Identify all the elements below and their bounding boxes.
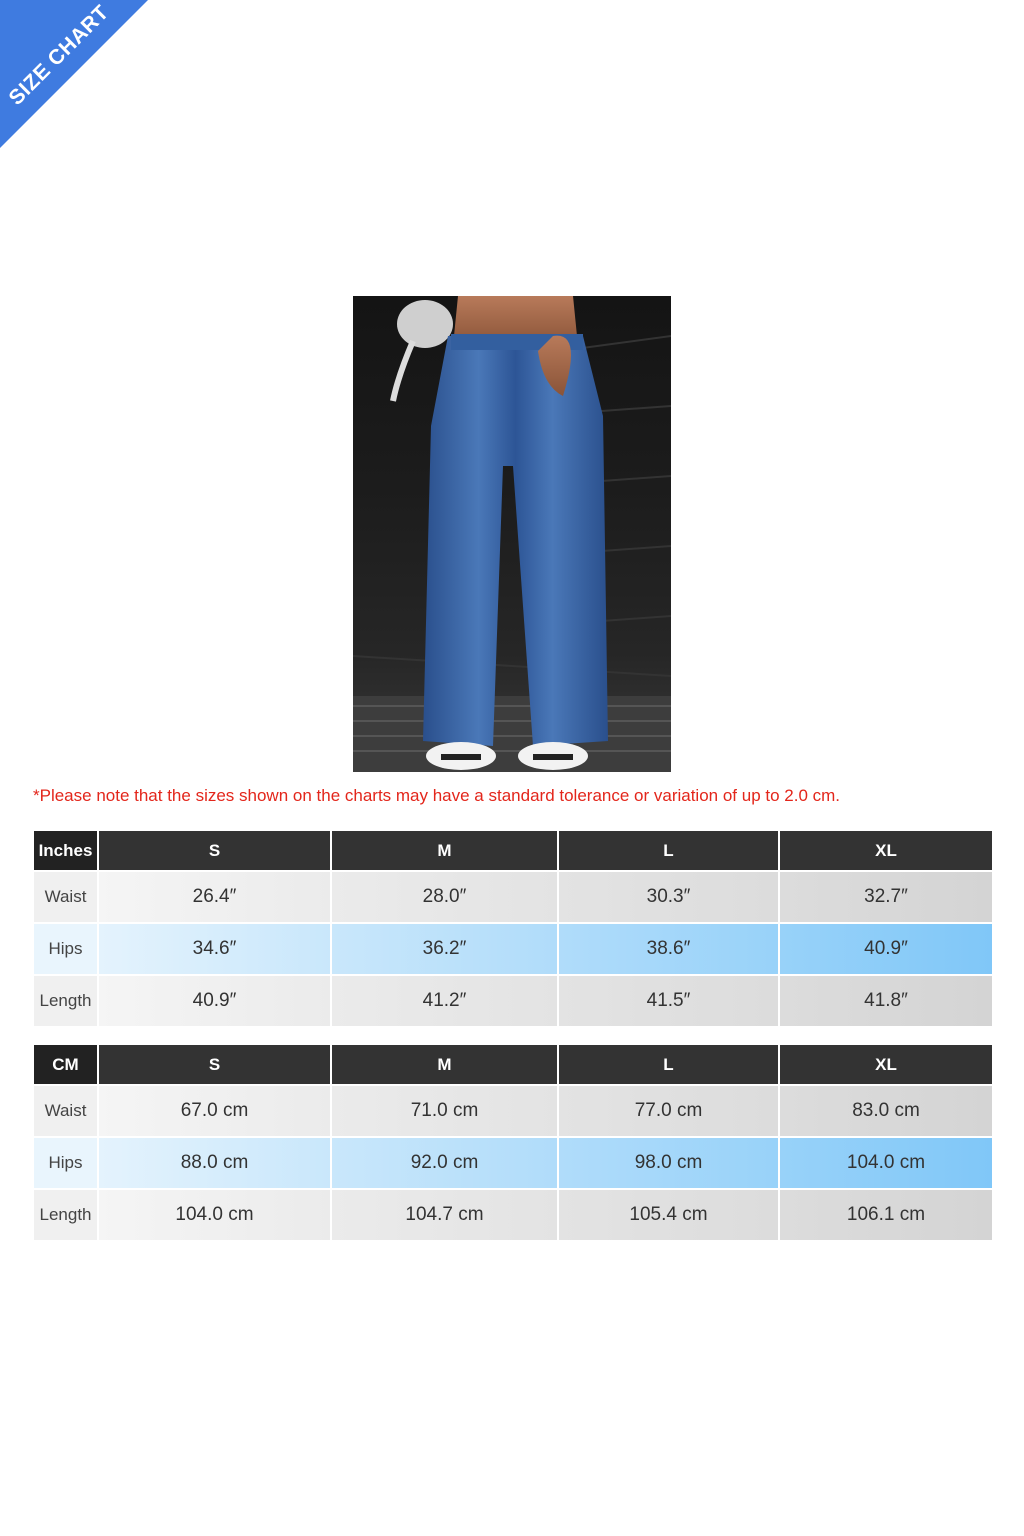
- table-cell: 38.6″: [559, 924, 778, 974]
- table-cell: 88.0 cm: [99, 1138, 330, 1188]
- size-table-inches: [32, 829, 994, 1028]
- jeans-illustration: [353, 296, 671, 772]
- table-row-hips: [34, 1138, 992, 1188]
- table-cell: 41.2″: [332, 976, 557, 1026]
- table-cell: 30.3″: [559, 872, 778, 922]
- table-header-row: [34, 831, 992, 870]
- table-cell: 105.4 cm: [559, 1190, 778, 1240]
- table-cell: 83.0 cm: [780, 1086, 992, 1136]
- table-cell: 104.7 cm: [332, 1190, 557, 1240]
- table-unit-label: Inches: [34, 831, 97, 870]
- table-cell: 106.1 cm: [780, 1190, 992, 1240]
- row-label: Waist: [34, 1086, 97, 1136]
- table-cell: 40.9″: [99, 976, 330, 1026]
- size-chart-badge: [0, 0, 150, 150]
- product-photo-jeans: [353, 296, 671, 772]
- table-cell: 67.0 cm: [99, 1086, 330, 1136]
- table-cell: 98.0 cm: [559, 1138, 778, 1188]
- size-header-xl: XL: [780, 831, 992, 870]
- table-cell: 34.6″: [99, 924, 330, 974]
- table-cell: 104.0 cm: [780, 1138, 992, 1188]
- row-label: Length: [34, 1190, 97, 1240]
- row-label: Length: [34, 976, 97, 1026]
- table-cell: 104.0 cm: [99, 1190, 330, 1240]
- size-header-s: S: [99, 831, 330, 870]
- row-label: Hips: [34, 924, 97, 974]
- table-cell: 71.0 cm: [332, 1086, 557, 1136]
- table-cell: 28.0″: [332, 872, 557, 922]
- size-header-l: L: [559, 831, 778, 870]
- size-header-xl: XL: [780, 1045, 992, 1084]
- table-row-waist: [34, 1086, 992, 1136]
- table-cell: 41.5″: [559, 976, 778, 1026]
- table-cell: 32.7″: [780, 872, 992, 922]
- tolerance-note: *Please note that the sizes shown on the charts may have a standard tolerance or variation of up to 2.0 cm.: [33, 786, 841, 805]
- table-header-row: [34, 1045, 992, 1084]
- table-row-waist: [34, 872, 992, 922]
- table-row-length: [34, 976, 992, 1026]
- table-unit-label: CM: [34, 1045, 97, 1084]
- size-header-m: M: [332, 1045, 557, 1084]
- size-header-s: S: [99, 1045, 330, 1084]
- table-cell: 26.4″: [99, 872, 330, 922]
- table-cell: 92.0 cm: [332, 1138, 557, 1188]
- table-cell: 36.2″: [332, 924, 557, 974]
- size-header-l: L: [559, 1045, 778, 1084]
- size-header-m: M: [332, 831, 557, 870]
- badge-label: SIZE CHART: [4, 0, 114, 110]
- table-cell: 77.0 cm: [559, 1086, 778, 1136]
- table-row-length: [34, 1190, 992, 1240]
- table-cell: 41.8″: [780, 976, 992, 1026]
- row-label: Waist: [34, 872, 97, 922]
- table-cell: 40.9″: [780, 924, 992, 974]
- table-row-hips: [34, 924, 992, 974]
- row-label: Hips: [34, 1138, 97, 1188]
- size-table-cm: [32, 1043, 994, 1242]
